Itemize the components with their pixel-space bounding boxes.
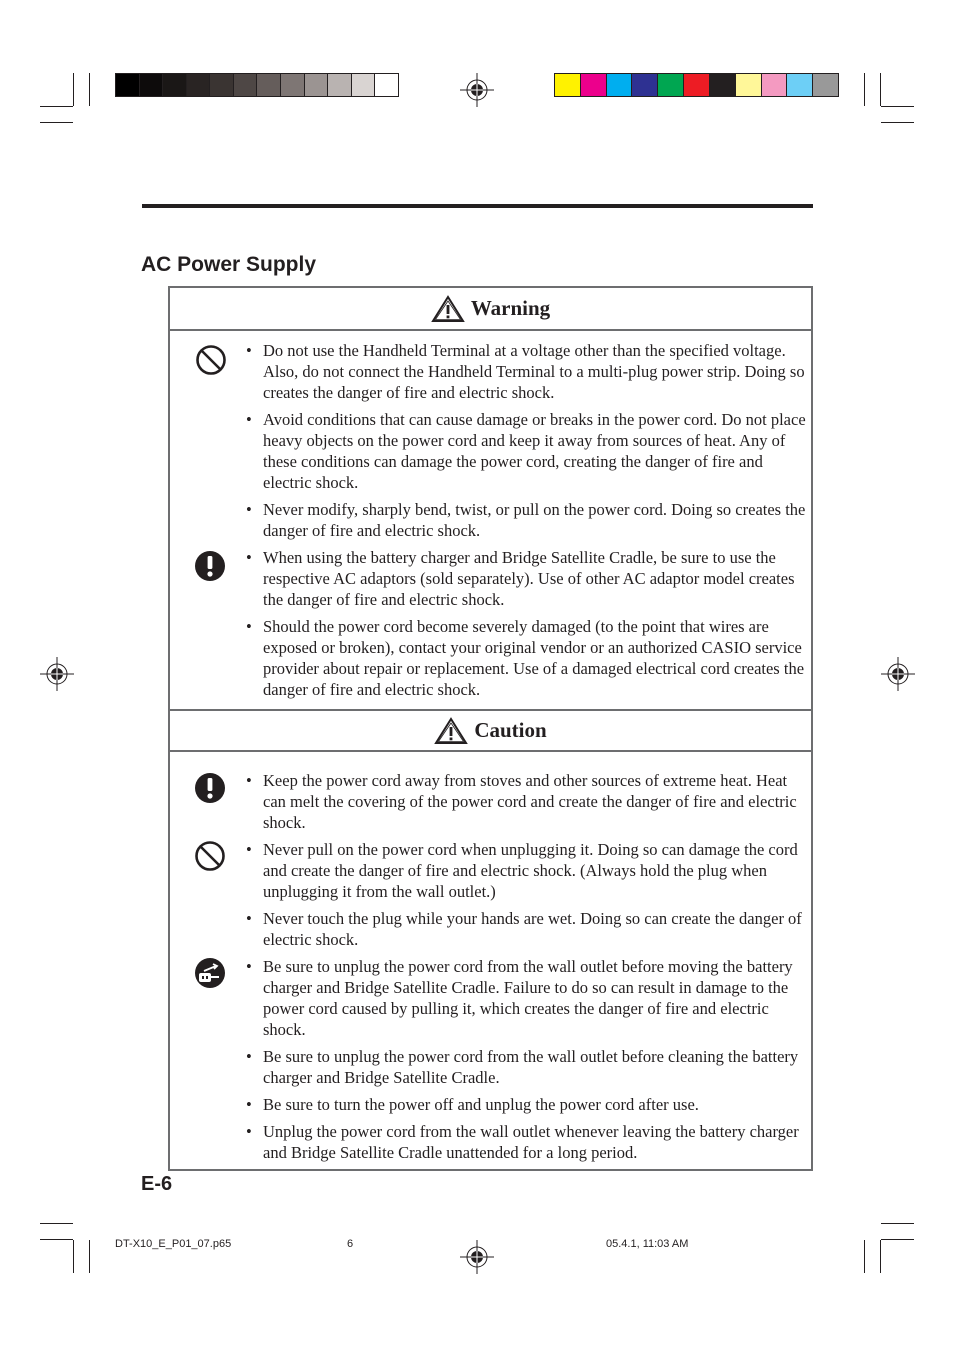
color-swatch [555, 74, 581, 96]
caution-header [170, 709, 811, 752]
list-item: • Be sure to unplug the power cord from the wall outlet before cleaning the battery charger and Bridge Satellite Cradle. [246, 1047, 799, 1087]
safety-box [168, 286, 813, 1171]
color-swatch [787, 74, 813, 96]
color-swatch [813, 74, 838, 96]
footer-timestamp: 05.4.1, 11:03 AM [606, 1238, 689, 1250]
warning-header [170, 288, 811, 331]
color-swatch [352, 74, 376, 96]
caution-heading: Caution [474, 718, 547, 742]
color-swatch [658, 74, 684, 96]
list-item: • Be sure to turn the power off and unplug the power cord after use. [246, 1095, 699, 1114]
color-swatch [736, 74, 762, 96]
color-swatch [305, 74, 329, 96]
list-item: • Unplug the power cord from the wall outlet whenever leaving the battery charger and Bridge Satellite Cradle unattended for a long period. [246, 1122, 799, 1162]
color-swatch [210, 74, 234, 96]
top-rule [142, 204, 813, 208]
registration-mark-icon [460, 73, 494, 107]
list-item: • Keep the power cord away from stoves and other sources of extreme heat. Heat can melt the covering of the power cord and create the danger of fire and electric shock. [246, 771, 797, 832]
unplug-icon [194, 957, 226, 989]
color-swatch [257, 74, 281, 96]
caution-list [246, 770, 806, 1169]
mandatory-action-icon [194, 772, 226, 804]
color-swatch [187, 74, 211, 96]
color-swatch [234, 74, 258, 96]
prohibition-icon [194, 840, 226, 872]
list-item: • Never modify, sharply bend, twist, or pull on the power cord. Doing so creates the danger of fire and electric shock. [246, 500, 806, 540]
color-swatch [607, 74, 633, 96]
color-swatch [632, 74, 658, 96]
color-swatch [116, 74, 140, 96]
warning-triangle-icon [431, 295, 465, 323]
list-item: • Avoid conditions that can cause damage or breaks in the power cord. Do not place heavy objects on the power cord and keep it away from sources of heat. Any of these conditions can damage the power cord, creating the danger of fire and electric shock. [246, 410, 806, 492]
footer-filename: DT-X10_E_P01_07.p65 [115, 1238, 232, 1250]
color-swatch [328, 74, 352, 96]
color-swatch [163, 74, 187, 96]
footer-page: 6 [347, 1238, 354, 1250]
list-item: • Be sure to unplug the power cord from the wall outlet before moving the battery charger and Bridge Satellite Cradle. Failure to do so can result in damage to the power cord caused by pulling it, which creates the danger of fire and electric shock. [246, 957, 793, 1039]
color-swatch [140, 74, 164, 96]
warning-triangle-icon [434, 717, 468, 745]
registration-mark-icon [881, 657, 915, 691]
color-swatch [281, 74, 305, 96]
process-color-bar [554, 73, 839, 97]
list-item: • When using the battery charger and Bridge Satellite Cradle, be sure to use the respective AC adaptors (sold separately). Use of other AC adaptor model creates the danger of fire and electric shock. [246, 548, 795, 609]
grayscale-color-bar [115, 73, 399, 97]
warning-heading: Warning [470, 296, 551, 320]
registration-mark-icon [460, 1240, 494, 1274]
list-item: • Never pull on the power cord when unplugging it. Doing so can damage the cord and create the danger of fire and electric shock. (Always hold the plug when unplugging it from the wall outlet.) [246, 840, 798, 901]
color-swatch [710, 74, 736, 96]
page-number: E-6 [141, 1173, 173, 1195]
list-item: • Do not use the Handheld Terminal at a voltage other than the specified voltage. Also, do not connect the Handheld Terminal to a multi-plug power strip. Doing so creates the danger of fire and electric shock. [246, 341, 805, 402]
prohibition-icon [195, 344, 227, 376]
color-swatch [375, 74, 398, 96]
color-swatch [762, 74, 788, 96]
color-swatch [684, 74, 710, 96]
warning-list [246, 340, 806, 706]
list-item: • Never touch the plug while your hands are wet. Doing so can create the danger of electric shock. [246, 909, 802, 949]
list-item: • Should the power cord become severely damaged (to the point that wires are exposed or broken), contact your original vendor or an authorized CASIO service provider about repair or replacement. Use of a damaged electrical cord creates the danger of fire and electric shock. [246, 617, 805, 699]
registration-mark-icon [40, 657, 74, 691]
color-swatch [581, 74, 607, 96]
section-title: AC Power Supply [141, 253, 317, 276]
mandatory-action-icon [194, 550, 226, 582]
